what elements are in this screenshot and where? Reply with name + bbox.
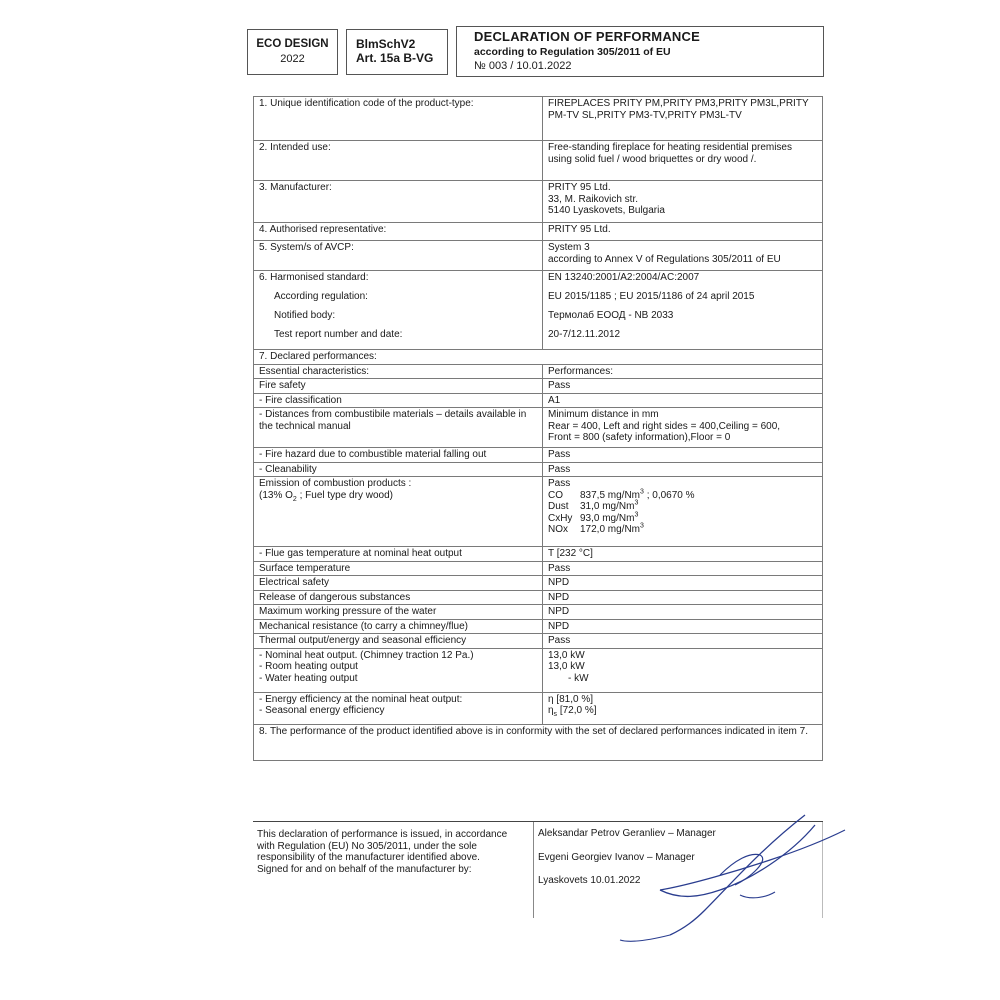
- divider: [533, 822, 534, 918]
- row-value: A1: [542, 393, 822, 408]
- table-row: [254, 634, 823, 649]
- row-label-text: - Fire hazard due to combustible material falling out: [259, 449, 486, 460]
- avcp-annex: according to Annex V of Regulations 305/2011 of EU: [547, 253, 781, 265]
- row-label: 5. System/s of AVCP:: [254, 241, 543, 271]
- emission-nox: [548, 524, 817, 536]
- seasonal-value: [548, 705, 817, 717]
- table-row: [254, 97, 823, 141]
- row-value: PRITY 95 Ltd.: [542, 223, 822, 241]
- cube-sup: 3: [640, 522, 644, 530]
- declaration-table: [253, 96, 823, 761]
- room-value: 13,0 kW: [547, 661, 585, 672]
- table-row: [254, 350, 823, 365]
- handwritten-signature: [600, 800, 860, 950]
- page-title: DECLARATION OF PERFORMANCE: [474, 29, 700, 44]
- water-label: - Water heating output: [259, 673, 537, 685]
- row-label: Release of dangerous substances: [254, 590, 543, 605]
- row-label: Notified body:: [254, 309, 543, 328]
- row-label: [254, 692, 543, 724]
- manufacturer-street: 33, M. Raikovich str.: [547, 193, 639, 205]
- row-label: 2. Intended use:: [254, 141, 543, 181]
- row-label: [254, 462, 543, 477]
- row-value: [542, 477, 822, 547]
- column-header: Performances:: [542, 364, 822, 379]
- row-value: NPD: [542, 590, 822, 605]
- section-heading: 7. Declared performances:: [254, 350, 823, 365]
- row-value: FIREPLACES PRITY PM,PRITY PM3,PRITY PM3L,PRITY PM-TV SL,PRITY PM3-TV,PRITY PM3L-TV: [542, 97, 822, 141]
- table-row: [254, 379, 823, 394]
- cxhy-value: 93,0 mg/Nm: [579, 512, 635, 524]
- room-label: - Room heating output: [259, 661, 537, 673]
- row-value: [542, 648, 822, 692]
- emission-co: [548, 490, 817, 502]
- table-row: [254, 393, 823, 408]
- emission-cxhy: [548, 513, 817, 525]
- distance-values-2: Front = 800 (safety information),Floor = 0: [547, 432, 731, 443]
- row-value: [542, 181, 822, 223]
- row-value: Термолаб ЕООД - NB 2033: [542, 309, 822, 328]
- row-label: [254, 408, 543, 448]
- table-row: [254, 724, 823, 760]
- table-row: [254, 408, 823, 448]
- table-row: [254, 648, 823, 692]
- table-row: [254, 181, 823, 223]
- table-row: [254, 619, 823, 634]
- table-row: [254, 547, 823, 562]
- table-row: [254, 364, 823, 379]
- row-label: [254, 477, 543, 547]
- cxhy-key: CxHy: [547, 512, 573, 524]
- row-label: Test report number and date:: [254, 328, 543, 350]
- table-row: [254, 576, 823, 591]
- row-value: Pass: [542, 448, 822, 463]
- row-label: Electrical safety: [254, 576, 543, 591]
- cube-sup: 3: [640, 488, 644, 496]
- row-label: 6. Harmonised standard:: [254, 271, 543, 290]
- emission-label: Emission of combustion products :: [259, 478, 412, 489]
- row-label: 4. Authorised representative:: [254, 223, 543, 241]
- row-label: 3. Manufacturer:: [254, 181, 543, 223]
- conditions-b: ; Fuel type dry wood): [296, 489, 393, 501]
- table-row: [254, 309, 823, 328]
- row-label: Mechanical resistance (to carry a chimney/flue): [254, 619, 543, 634]
- row-value: NPD: [542, 605, 822, 620]
- blmschv-label: BlmSchV2: [356, 37, 416, 51]
- row-label-text: - Fire classification: [259, 395, 342, 406]
- manufacturer-name: PRITY 95 Ltd.: [547, 182, 611, 193]
- row-value: [542, 692, 822, 724]
- row-label: Fire safety: [254, 379, 543, 394]
- table-row: [254, 692, 823, 724]
- cube-sup: 3: [634, 499, 639, 507]
- column-header: Essential characteristics:: [254, 364, 543, 379]
- table-row: [254, 590, 823, 605]
- row-label-text: - Cleanability: [259, 464, 317, 475]
- efficiency-label: - Energy efficiency at the nominal heat output:: [259, 694, 537, 706]
- eta: η: [547, 705, 554, 716]
- row-value: [542, 241, 822, 271]
- table-row: [254, 271, 823, 290]
- co-key: CO: [547, 489, 563, 501]
- nominal-label: - Nominal heat output. (Chimney traction 12 Pa.): [259, 650, 537, 662]
- place-date: Lyaskovets 10.01.2022: [538, 875, 641, 886]
- row-label: [254, 547, 543, 562]
- emission-result: Pass: [547, 478, 571, 489]
- declaration-header: [456, 26, 824, 77]
- emission-conditions: [259, 490, 537, 502]
- efficiency-value: η [81,0 %]: [547, 693, 594, 705]
- avcp-system: System 3: [547, 242, 590, 253]
- eco-design-year: 2022: [280, 53, 305, 65]
- water-value: - kW: [567, 672, 589, 684]
- row-value: T [232 °C]: [542, 547, 822, 562]
- row-value: Pass: [542, 462, 822, 477]
- row-value: Pass: [542, 561, 822, 576]
- row-value: Free-standing fireplace for heating residential premises using solid fuel / wood briquettes or dry wood /.: [542, 141, 822, 181]
- distance-heading: Minimum distance in mm: [547, 409, 659, 420]
- row-label: According regulation:: [254, 290, 543, 309]
- row-value: EU 2015/1185 ; EU 2015/1186 of 24 april 2015: [542, 290, 822, 309]
- table-row: [254, 448, 823, 463]
- row-label: Maximum working pressure of the water: [254, 605, 543, 620]
- conditions-a: (13% O: [259, 489, 293, 501]
- blmschv-box: [346, 29, 448, 75]
- art-label: Art. 15a B-VG: [356, 51, 434, 65]
- dust-key: Dust: [547, 501, 569, 512]
- regulation-subtitle: according to Regulation 305/2011 of EU: [474, 46, 671, 58]
- table-row: [254, 561, 823, 576]
- row-label: 1. Unique identification code of the product-type:: [254, 97, 543, 141]
- cube-sup: 3: [634, 511, 639, 519]
- distance-values: Rear = 400, Left and right sides = 400,Ceiling = 600,: [547, 420, 781, 432]
- row-label-text: - Flue gas temperature at nominal heat output: [259, 548, 462, 559]
- row-value: EN 13240:2001/A2:2004/AC:2007: [542, 271, 822, 290]
- table-row: [254, 223, 823, 241]
- table-row: [254, 241, 823, 271]
- table-row: [254, 605, 823, 620]
- seasonal-percent: [72,0 %]: [557, 705, 597, 716]
- footer-statement: [257, 829, 527, 875]
- table-row: [254, 290, 823, 309]
- nox-key: NOx: [547, 524, 568, 535]
- seasonal-label: - Seasonal energy efficiency: [259, 705, 537, 717]
- co-value: 837,5 mg/Nm: [579, 489, 641, 501]
- declaration-number: № 003 / 10.01.2022: [474, 60, 572, 72]
- row-value: 20-7/12.11.2012: [542, 328, 822, 350]
- row-value: NPD: [542, 619, 822, 634]
- row-label: [254, 648, 543, 692]
- co-percent: ; 0,0670 %: [643, 489, 695, 501]
- manufacturer-city: 5140 Lyaskovets, Bulgaria: [547, 205, 665, 216]
- table-row: [254, 141, 823, 181]
- row-label: Surface temperature: [254, 561, 543, 576]
- signatory-1: Aleksandar Petrov Geranliev – Manager: [538, 828, 716, 839]
- row-value: Pass: [542, 634, 822, 649]
- nominal-value: 13,0 kW: [547, 649, 585, 661]
- table-row: [254, 328, 823, 350]
- dust-value: 31,0 mg/Nm: [579, 501, 635, 512]
- row-label: Thermal output/energy and seasonal efficiency: [254, 634, 543, 649]
- row-label-text: - Distances from combustibile materials – details available in the technical manual: [259, 409, 526, 432]
- o2-subscript: 2: [292, 495, 297, 503]
- row-value: [542, 408, 822, 448]
- signatory-2: Evgeni Georgiev Ivanov – Manager: [538, 851, 695, 863]
- eta-subscript: s: [553, 711, 558, 718]
- issuance-text: This declaration of performance is issued, in accordance with Regulation (EU) No 305/2011, under the sole responsibility of the manufacturer identified above.: [257, 829, 508, 863]
- eco-design-label: ECO DESIGN: [256, 38, 329, 50]
- table-row: [254, 462, 823, 477]
- signed-on-behalf: Signed for and on behalf of the manufacturer by:: [257, 863, 472, 875]
- row-label: [254, 393, 543, 408]
- nox-value: 172,0 mg/Nm: [579, 524, 641, 535]
- row-value: NPD: [542, 576, 822, 591]
- table-row: [254, 477, 823, 547]
- row-value: Pass: [542, 379, 822, 394]
- eco-design-box: [247, 29, 338, 75]
- row-label: [254, 448, 543, 463]
- emission-dust: [548, 501, 817, 513]
- conformity-statement: 8. The performance of the product identified above is in conformity with the set of declared performances indicated in item 7.: [254, 724, 823, 760]
